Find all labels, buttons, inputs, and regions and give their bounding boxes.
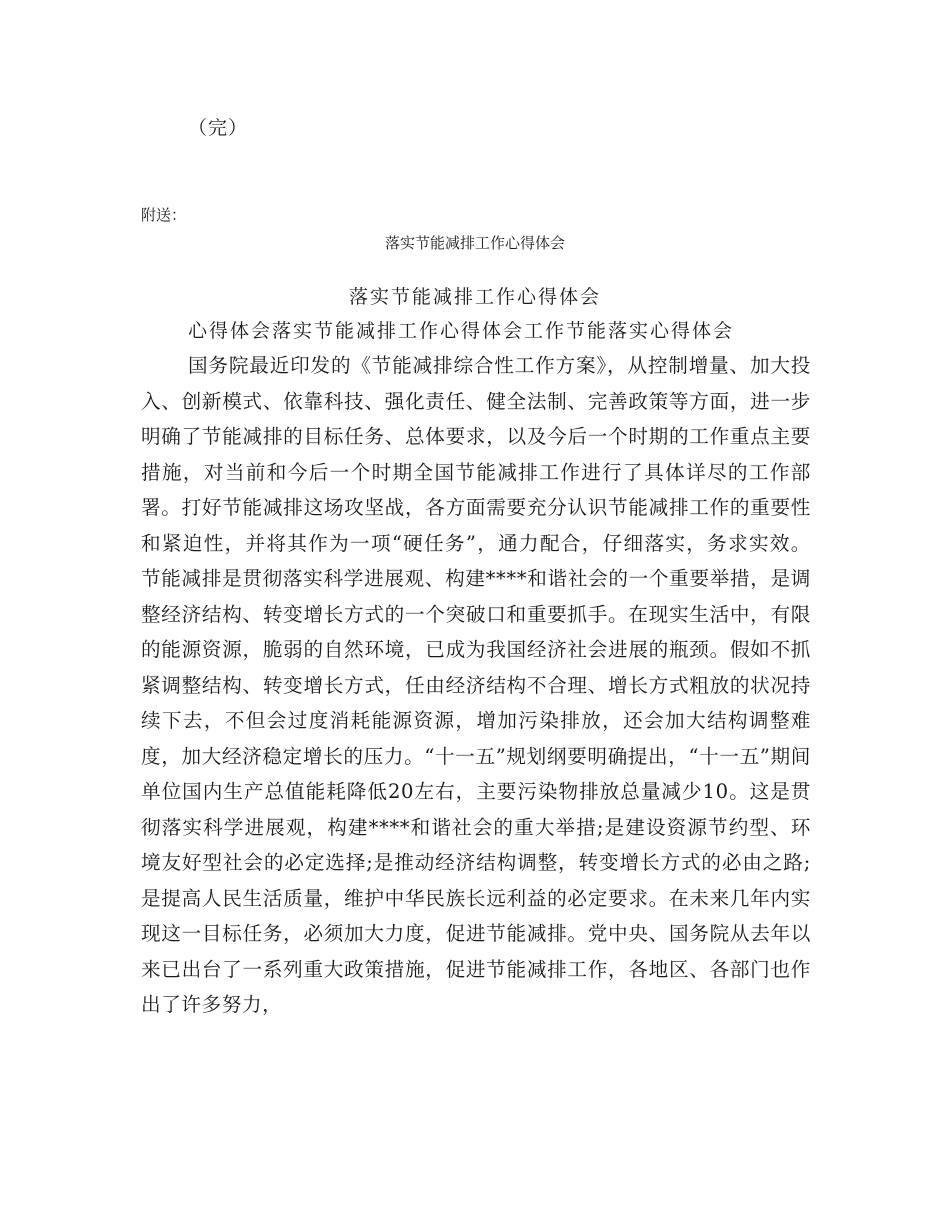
attachment-label: 附送： xyxy=(141,206,187,224)
end-mark: （完） xyxy=(188,117,249,139)
keywords-line: 心得体会落实节能减排工作心得体会工作节能落实心得体会 xyxy=(188,320,735,342)
body-paragraph: 国务院最近印发的《节能减排综合性工作方案》，从控制增量、加大投入、创新模式、依靠科技、强化责任、健全法制、完善政策等方面，进一步明确了节能减排的目标任务、总体要求，以及今后一个时期的工作重点主要措施，对当前和今后一个时期全国节能减排工作进行了具体详尽的工作部署。打好节能减排这场攻坚战，各方面需要充分认识节能减排工作的重要性和紧迫性，并将其作为一项“硬任务”，通力配合，仔细落实，务求实效。 节能减排是贯彻落实科学进展观、构建****和谐社会的一个重要举措，是调整经济结构、转变增长方式的一个突破口和重要抓手。在现实生活中，有限的能源资源，脆弱的自然环境，已成为我国经济社会进展的瓶颈。假如不抓紧调整结构、转变增长方式，任由经济结构不合理、增长方式粗放的状况持续下去，不但会过度消耗能源资源，增加污染排放，还会加大结构调整难度，加大经济稳定增长的压力。“十一五”规划纲要明确提出，“十一五”期间单位国内生产总值能耗降低20左右，主要污染物排放总量减少10。这是贯彻落实科学进展观，构建****和谐社会的重大举措;是建设资源节约型、环境友好型社会的必定选择;是推动经济结构调整，转变增长方式的必由之路;是提高人民生活质量，维护中华民族长远利益的必定要求。在未来几年内实现这一目标任务，必须加大力度，促进节能减排。党中央、国务院从去年以来已出台了一系列重大政策措施，促进节能减排工作，各地区、各部门也作出了许多努力， xyxy=(141,354,811,1016)
attachment-title: 落实节能减排工作心得体会 xyxy=(384,234,565,252)
document-title: 落实节能减排工作心得体会 xyxy=(348,286,601,308)
